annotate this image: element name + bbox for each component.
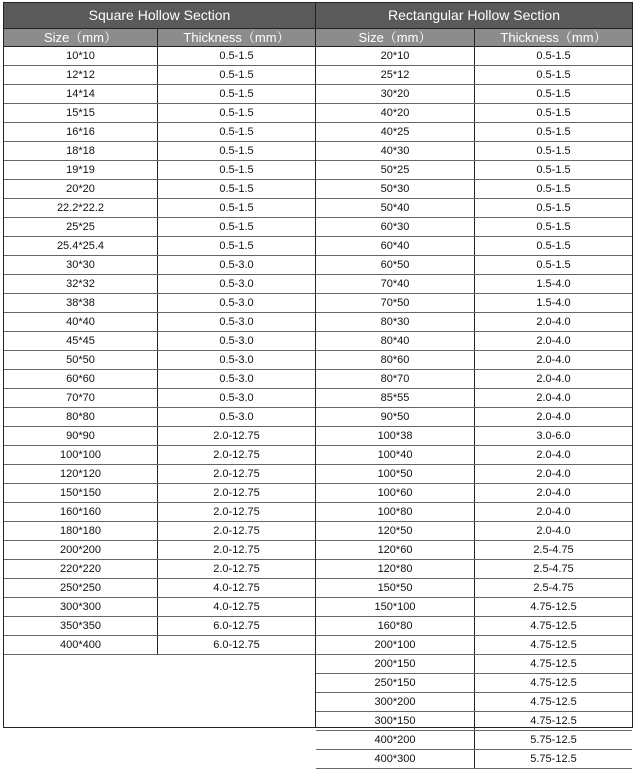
thickness-cell: 2.0-4.0 (536, 335, 571, 347)
size-cell: 25.4*25.4 (4, 237, 158, 255)
size-cell: 350*350 (4, 617, 158, 635)
thickness-cell: 2.0-4.0 (536, 392, 571, 404)
table-row (4, 465, 315, 484)
thickness-cell: 2.5-4.75 (533, 563, 574, 575)
thickness-cell: 0.5-1.5 (536, 202, 571, 214)
size-cell: 300*300 (4, 598, 158, 616)
table-row (4, 579, 315, 598)
thickness-cell: 4.0-12.75 (213, 582, 260, 594)
size-cell: 70*40 (316, 275, 475, 293)
size-cell: 30*20 (316, 85, 475, 103)
table-row (316, 598, 632, 617)
table-row (4, 503, 315, 522)
table-row (4, 636, 315, 655)
size-cell: 100*80 (316, 503, 475, 521)
thickness-cell: 0.5-1.5 (536, 69, 571, 81)
table-row (4, 256, 315, 275)
table-row (4, 351, 315, 370)
rectangular-size-header: Size（mm） (316, 29, 475, 46)
square-section-rows (4, 47, 315, 655)
table-row (316, 218, 632, 237)
thickness-cell: 2.0-4.0 (536, 373, 571, 385)
size-cell: 50*40 (316, 199, 475, 217)
table-row (316, 294, 632, 313)
table-row (316, 47, 632, 66)
square-size-header: Size（mm） (4, 29, 158, 46)
table-row (316, 617, 632, 636)
size-cell: 200*150 (316, 655, 475, 673)
size-cell: 20*20 (4, 180, 158, 198)
table-row (4, 142, 315, 161)
thickness-cell: 4.75-12.5 (530, 601, 577, 613)
table-row (4, 598, 315, 617)
size-cell: 70*50 (316, 294, 475, 312)
table-row (316, 560, 632, 579)
size-cell: 60*50 (316, 256, 475, 274)
table-row (4, 408, 315, 427)
rectangular-section-rows (316, 47, 632, 769)
table-row (4, 446, 315, 465)
size-cell: 200*100 (316, 636, 475, 654)
size-cell: 300*200 (316, 693, 475, 711)
table-row (4, 560, 315, 579)
table-row (4, 199, 315, 218)
thickness-cell: 4.75-12.5 (530, 620, 577, 632)
thickness-cell: 2.0-12.75 (213, 525, 260, 537)
size-cell: 50*25 (316, 161, 475, 179)
table-row (316, 674, 632, 693)
table-row (316, 446, 632, 465)
thickness-cell: 2.0-4.0 (536, 468, 571, 480)
size-cell: 40*40 (4, 313, 158, 331)
rectangular-section-title: Rectangular Hollow Section (316, 3, 632, 29)
table-row (316, 655, 632, 674)
thickness-cell: 4.75-12.5 (530, 696, 577, 708)
size-cell: 10*10 (4, 47, 158, 65)
size-cell: 80*40 (316, 332, 475, 350)
size-cell: 100*50 (316, 465, 475, 483)
table-row (4, 370, 315, 389)
square-thickness-header: Thickness（mm） (183, 30, 290, 45)
table-row (316, 180, 632, 199)
thickness-cell: 2.0-12.75 (213, 506, 260, 518)
thickness-cell: 4.75-12.5 (530, 677, 577, 689)
thickness-cell: 0.5-1.5 (536, 50, 571, 62)
size-cell: 90*90 (4, 427, 158, 445)
size-cell: 160*160 (4, 503, 158, 521)
table-row (316, 85, 632, 104)
table-row (4, 427, 315, 446)
thickness-cell: 2.0-4.0 (536, 506, 571, 518)
size-cell: 180*180 (4, 522, 158, 540)
table-row (316, 389, 632, 408)
table-row (4, 294, 315, 313)
table-row (316, 750, 632, 769)
size-cell: 70*70 (4, 389, 158, 407)
thickness-cell: 0.5-3.0 (219, 335, 254, 347)
table-row (4, 66, 315, 85)
thickness-cell: 2.0-4.0 (536, 487, 571, 499)
size-cell: 40*30 (316, 142, 475, 160)
size-cell: 19*19 (4, 161, 158, 179)
size-cell: 200*200 (4, 541, 158, 559)
table-row (4, 484, 315, 503)
size-cell: 25*12 (316, 66, 475, 84)
thickness-cell: 6.0-12.75 (213, 620, 260, 632)
table-row (316, 275, 632, 294)
thickness-cell: 0.5-3.0 (219, 354, 254, 366)
square-section-title: Square Hollow Section (4, 3, 315, 29)
thickness-cell: 2.5-4.75 (533, 582, 574, 594)
table-row (316, 579, 632, 598)
table-row (316, 256, 632, 275)
table-row (316, 465, 632, 484)
table-row (4, 123, 315, 142)
table-row (316, 237, 632, 256)
table-row (4, 85, 315, 104)
size-cell: 50*30 (316, 180, 475, 198)
thickness-cell: 0.5-1.5 (219, 107, 254, 119)
size-cell: 18*18 (4, 142, 158, 160)
table-row (316, 351, 632, 370)
table-row (316, 541, 632, 560)
size-cell: 250*250 (4, 579, 158, 597)
size-cell: 100*100 (4, 446, 158, 464)
thickness-cell: 0.5-1.5 (219, 88, 254, 100)
thickness-cell: 2.0-12.75 (213, 430, 260, 442)
thickness-cell: 0.5-3.0 (219, 411, 254, 423)
thickness-cell: 0.5-1.5 (536, 221, 571, 233)
size-cell: 20*10 (316, 47, 475, 65)
size-cell: 60*60 (4, 370, 158, 388)
thickness-cell: 0.5-1.5 (536, 183, 571, 195)
thickness-cell: 0.5-1.5 (219, 145, 254, 157)
size-cell: 100*40 (316, 446, 475, 464)
table-row (316, 731, 632, 750)
size-cell: 38*38 (4, 294, 158, 312)
thickness-cell: 0.5-3.0 (219, 259, 254, 271)
size-cell: 80*70 (316, 370, 475, 388)
table-row (316, 484, 632, 503)
table-row (4, 180, 315, 199)
thickness-cell: 4.75-12.5 (530, 639, 577, 651)
thickness-cell: 0.5-1.5 (219, 126, 254, 138)
size-cell: 90*50 (316, 408, 475, 426)
size-cell: 22.2*22.2 (4, 199, 158, 217)
size-cell: 120*60 (316, 541, 475, 559)
size-cell: 32*32 (4, 275, 158, 293)
size-cell: 400*300 (316, 750, 475, 768)
size-cell: 30*30 (4, 256, 158, 274)
table-row (4, 389, 315, 408)
size-cell: 25*25 (4, 218, 158, 236)
table-row (316, 332, 632, 351)
table-row (316, 522, 632, 541)
table-row (316, 66, 632, 85)
table-row (316, 408, 632, 427)
table-row (4, 161, 315, 180)
size-cell: 400*400 (4, 636, 158, 654)
thickness-cell: 2.0-12.75 (213, 487, 260, 499)
table-row (316, 199, 632, 218)
size-cell: 100*60 (316, 484, 475, 502)
thickness-cell: 0.5-3.0 (219, 392, 254, 404)
size-cell: 120*50 (316, 522, 475, 540)
thickness-cell: 0.5-1.5 (219, 240, 254, 252)
thickness-cell: 5.75-12.5 (530, 753, 577, 765)
size-cell: 15*15 (4, 104, 158, 122)
size-cell: 14*14 (4, 85, 158, 103)
thickness-cell: 0.5-3.0 (219, 316, 254, 328)
thickness-cell: 2.0-12.75 (213, 544, 260, 556)
rectangular-section-header (316, 29, 632, 47)
thickness-cell: 0.5-1.5 (536, 126, 571, 138)
size-cell: 100*38 (316, 427, 475, 445)
size-cell: 300*150 (316, 712, 475, 730)
size-cell: 120*80 (316, 560, 475, 578)
size-cell: 150*100 (316, 598, 475, 616)
thickness-cell: 3.0-6.0 (536, 430, 571, 442)
thickness-cell: 4.0-12.75 (213, 601, 260, 613)
thickness-cell: 0.5-3.0 (219, 373, 254, 385)
thickness-cell: 0.5-1.5 (536, 88, 571, 100)
table-row (4, 47, 315, 66)
thickness-cell: 2.5-4.75 (533, 544, 574, 556)
table-row (4, 617, 315, 636)
thickness-cell: 2.0-12.75 (213, 563, 260, 575)
table-row (316, 142, 632, 161)
size-cell: 60*30 (316, 218, 475, 236)
thickness-cell: 4.75-12.5 (530, 658, 577, 670)
size-cell: 250*150 (316, 674, 475, 692)
size-cell: 40*20 (316, 104, 475, 122)
table-row (316, 313, 632, 332)
size-cell: 80*60 (316, 351, 475, 369)
thickness-cell: 2.0-4.0 (536, 316, 571, 328)
thickness-cell: 2.0-4.0 (536, 525, 571, 537)
table-row (316, 503, 632, 522)
size-cell: 40*25 (316, 123, 475, 141)
thickness-cell: 0.5-1.5 (536, 240, 571, 252)
table-row (4, 522, 315, 541)
thickness-cell: 2.0-12.75 (213, 468, 260, 480)
size-cell: 80*80 (4, 408, 158, 426)
thickness-cell: 2.0-4.0 (536, 449, 571, 461)
thickness-cell: 2.0-4.0 (536, 411, 571, 423)
table-row (316, 427, 632, 446)
table-row (316, 370, 632, 389)
thickness-cell: 0.5-1.5 (219, 221, 254, 233)
size-cell: 80*30 (316, 313, 475, 331)
size-cell: 16*16 (4, 123, 158, 141)
square-hollow-section-table (3, 2, 316, 728)
size-cell: 160*80 (316, 617, 475, 635)
thickness-cell: 0.5-1.5 (219, 69, 254, 81)
thickness-cell: 2.0-12.75 (213, 449, 260, 461)
thickness-cell: 1.5-4.0 (536, 297, 571, 309)
size-cell: 400*200 (316, 731, 475, 749)
thickness-cell: 1.5-4.0 (536, 278, 571, 290)
thickness-cell: 4.75-12.5 (530, 715, 577, 727)
size-cell: 120*120 (4, 465, 158, 483)
thickness-cell: 0.5-1.5 (219, 202, 254, 214)
table-row (316, 161, 632, 180)
table-row (4, 313, 315, 332)
size-cell: 45*45 (4, 332, 158, 350)
table-row (316, 636, 632, 655)
table-row (316, 693, 632, 712)
square-section-header (4, 29, 315, 47)
thickness-cell: 0.5-1.5 (219, 183, 254, 195)
table-row (4, 275, 315, 294)
thickness-cell: 0.5-1.5 (536, 107, 571, 119)
thickness-cell: 0.5-1.5 (536, 259, 571, 271)
size-cell: 60*40 (316, 237, 475, 255)
rectangular-hollow-section-table (315, 2, 633, 765)
thickness-cell: 0.5-3.0 (219, 297, 254, 309)
table-row (4, 332, 315, 351)
table-row (4, 104, 315, 123)
thickness-cell: 0.5-1.5 (536, 145, 571, 157)
thickness-cell: 5.75-12.5 (530, 734, 577, 746)
table-row (316, 712, 632, 731)
thickness-cell: 0.5-1.5 (536, 164, 571, 176)
size-cell: 50*50 (4, 351, 158, 369)
table-row (4, 218, 315, 237)
table-row (316, 123, 632, 142)
thickness-cell: 6.0-12.75 (213, 639, 260, 651)
size-cell: 150*50 (316, 579, 475, 597)
size-cell: 220*220 (4, 560, 158, 578)
table-row (316, 104, 632, 123)
table-row (4, 237, 315, 256)
table-row (4, 541, 315, 560)
size-cell: 85*55 (316, 389, 475, 407)
thickness-cell: 0.5-1.5 (219, 50, 254, 62)
size-cell: 150*150 (4, 484, 158, 502)
thickness-cell: 2.0-4.0 (536, 354, 571, 366)
rectangular-thickness-header: Thickness（mm） (500, 30, 607, 45)
size-cell: 12*12 (4, 66, 158, 84)
thickness-cell: 0.5-3.0 (219, 278, 254, 290)
thickness-cell: 0.5-1.5 (219, 164, 254, 176)
